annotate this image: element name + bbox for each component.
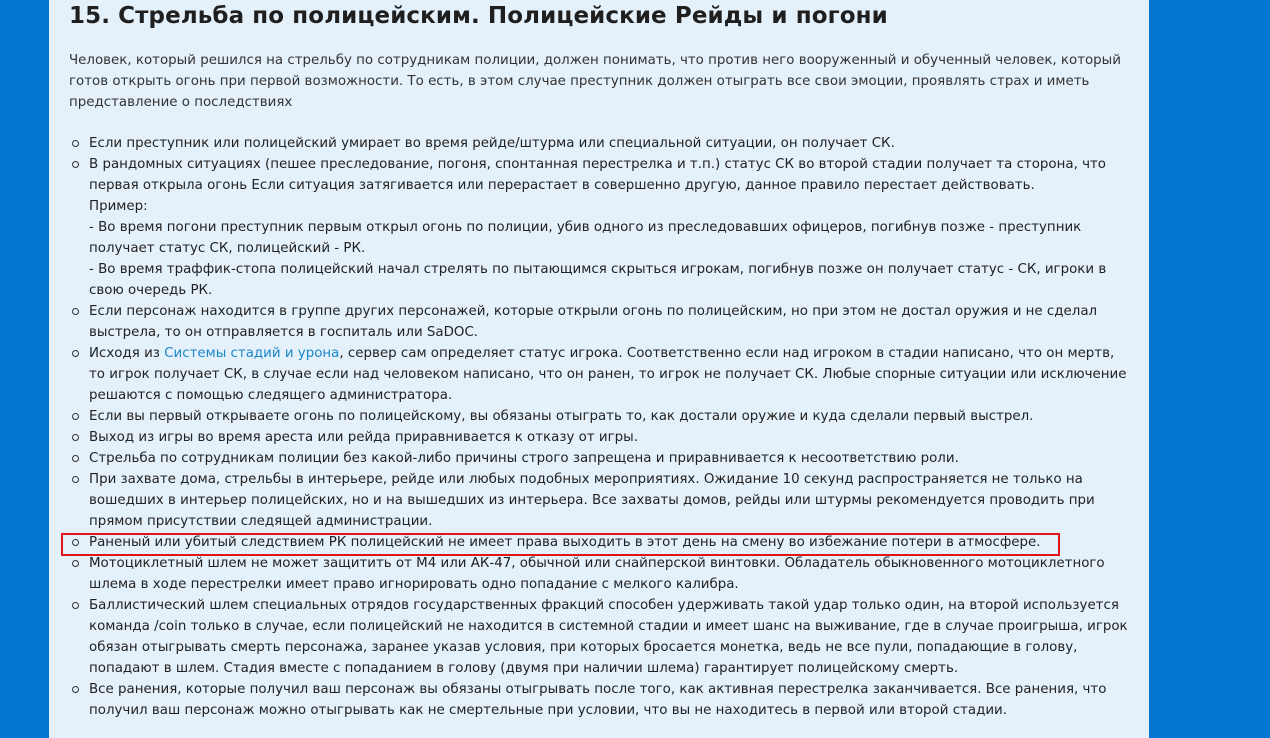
list-item — [89, 406, 1129, 427]
section-title: 15. Стрельба по полицейским. Полицейские Рейды и погони — [69, 3, 888, 29]
rules-list — [89, 133, 1129, 721]
rule-text: В рандомных ситуациях (пешее преследование, погоня, спонтанная перестрелка и т.п.) статус СК во второй стадии получает та сторона, что первая открыла огонь Если ситуация затягивается или перерастает в совершенно другую, данное правило перестает действовать. — [89, 157, 1106, 193]
stages-system-link[interactable]: Системы стадий и урона — [164, 346, 340, 361]
section-intro: Человек, который решился на стрельбу по сотрудникам полиции, должен понимать, что против него вооруженный и обученный человек, который готов открыть огонь при первой возможности. То есть, в этом случае преступник должен отыграть все свои эмоции, проявлять страх и иметь представление о последствиях — [69, 53, 1121, 110]
rule-text: Если вы первый открываете огонь по полицейскому, вы обязаны отыграть то, как достали оружие и куда сделали первый выстрел. — [89, 409, 1034, 424]
list-item — [89, 469, 1129, 532]
list-item — [89, 553, 1129, 595]
example-label: Пример: — [89, 199, 148, 214]
rule-text: Стрельба по сотрудникам полиции без какой-либо причины строго запрещена и приравнивается к несоответствию роли. — [89, 451, 959, 466]
list-item — [89, 133, 1129, 154]
rule-text: Если персонаж находится в группе других персонажей, которые открыли огонь по полицейским, но при этом не достал оружия и не сделал выстрела, то он отправляется в госпиталь или SaDOC. — [89, 304, 1098, 340]
list-item — [89, 679, 1129, 721]
list-item — [89, 532, 1129, 553]
list-item — [89, 301, 1129, 343]
example-text: - Во время траффик-стопа полицейский начал стрелять по пытающимся скрыться игрокам, погибнув позже он получает статус - СК, игроки в свою очередь РК. — [89, 262, 1107, 298]
rule-text-after-link: , сервер сам определяет статус игрока. Соответственно если над игроком в стадии написано, что он мертв, то игрок получает СК, в случае если над человеком написано, что он ранен, то игрок не получает СК. Любые спорные ситуации или исключение решаются с помощью следящего администратора. — [89, 346, 1127, 403]
rule-text: При захвате дома, стрельбы в интерьере, рейде или любых подобных мероприятиях. Ожидание 10 секунд распространяется не только на вошедших в интерьер полицейских, но и на вышедших из интерьера. Все захваты домов, рейды или штурмы рекомендуется проводить при прямом присутствии следящей администрации. — [89, 472, 1095, 529]
rule-text-before-link: Исходя из — [89, 346, 165, 361]
list-item — [89, 343, 1129, 406]
list-item — [89, 154, 1129, 301]
list-item — [89, 595, 1129, 679]
rule-text: Если преступник или полицейский умирает во время рейде/штурма или специальной ситуации, он получает СК. — [89, 136, 895, 151]
list-item — [89, 448, 1129, 469]
rule-text: Все ранения, которые получил ваш персонаж вы обязаны отыгрывать после того, как активная перестрелка заканчивается. Все ранения, что получил ваш персонаж можно отыгрывать как не смертельные при условии, что вы не находитесь в первой или второй стадии. — [89, 682, 1107, 718]
rule-text: Выход из игры во время ареста или рейда приравнивается к отказу от игры. — [89, 430, 638, 445]
example-text: - Во время погони преступник первым открыл огонь по полиции, убив одного из преследовавших офицеров, погибнув позже - преступник получает статус СК, полицейский - РК. — [89, 220, 1082, 256]
highlighted-rule-text: Раненый или убитый следствием РК полицейский не имеет права выходить в этот день на смену во избежание потери в атмосфере. — [89, 535, 1041, 550]
rule-text — [89, 343, 1129, 406]
rule-text: Баллистический шлем специальных отрядов государственных фракций способен удерживать такой удар только один, на второй используется команда /coin только в случае, если полицейский не находится в системной стадии и имеет шанс на выживание, где в случае проигрыша, игрок обязан отыгрывать смерть персонажа, заранее указав условия, при которых бросается монетка, ведь не все пули, попадающие в голову, попадают в шлем. Стадия вместе с попаданием в голову (двумя при наличии шлема) гарантирует полицейскому смерть. — [89, 598, 1128, 676]
rule-text: Мотоциклетный шлем не может защитить от М4 или АК-47, обычной или снайперской винтовки. Обладатель обыкновенного мотоциклетного шлема в ходе перестрелки имеет право игнорировать одно попадание с мелкого калибра. — [89, 556, 1105, 592]
list-item — [89, 427, 1129, 448]
